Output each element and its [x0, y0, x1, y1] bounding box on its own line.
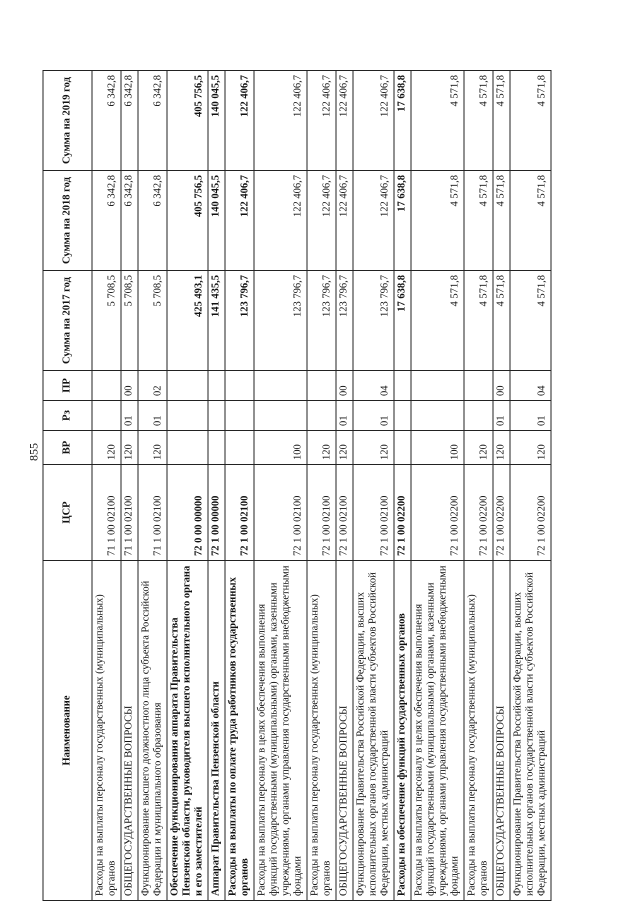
- header-vr: ВР: [43, 431, 92, 465]
- cell-vr: [167, 431, 208, 465]
- rotated-table-container: [43, 71, 598, 901]
- cell-name: Аппарат Правительства Пензенской области: [208, 561, 225, 901]
- cell-sum-2017: 123 796,7: [353, 271, 394, 371]
- table-header-row: [43, 71, 92, 901]
- cell-csr: 71 1 00 02100: [121, 465, 138, 561]
- cell-sum-2019: 122 406,7: [225, 71, 254, 171]
- cell-sum-2019: 140 045,5: [208, 71, 225, 171]
- cell-sum-2019: 6 342,8: [92, 71, 121, 171]
- cell-sum-2017: 123 796,7: [254, 271, 307, 371]
- table-row: [208, 71, 225, 901]
- cell-csr: 72 1 00 02200: [464, 465, 493, 561]
- cell-sum-2019: 4 571,8: [510, 71, 551, 171]
- cell-rz: [394, 401, 411, 431]
- cell-pr: [167, 371, 208, 401]
- cell-sum-2017: 123 796,7: [336, 271, 353, 371]
- table-row: [464, 71, 493, 901]
- cell-csr: 72 1 00 02200: [411, 465, 464, 561]
- cell-rz: 01: [121, 401, 138, 431]
- cell-pr: 04: [353, 371, 394, 401]
- cell-csr: 72 1 00 02100: [254, 465, 307, 561]
- cell-sum-2018: 122 406,7: [225, 171, 254, 271]
- cell-rz: 01: [510, 401, 551, 431]
- cell-csr: 72 1 00 02100: [336, 465, 353, 561]
- cell-rz: 01: [493, 401, 510, 431]
- table-row: [353, 71, 394, 901]
- cell-sum-2019: 122 406,7: [307, 71, 336, 171]
- cell-pr: [225, 371, 254, 401]
- cell-sum-2018: 6 342,8: [92, 171, 121, 271]
- header-name: Наименование: [43, 561, 92, 901]
- cell-name: Функционирование Правительства Российской Федерации, высших исполнительных органов государственной власти субъектов Российской Федерации, местных администраций: [353, 561, 394, 901]
- cell-sum-2018: 4 571,8: [411, 171, 464, 271]
- table-row: [225, 71, 254, 901]
- table-row: [121, 71, 138, 901]
- page-number: 855: [26, 443, 41, 461]
- cell-vr: 120: [493, 431, 510, 465]
- cell-name: Расходы на обеспечение функций государственных органов: [394, 561, 411, 901]
- cell-vr: 120: [121, 431, 138, 465]
- table-row: [411, 71, 464, 901]
- cell-sum-2017: 5 708,5: [138, 271, 167, 371]
- cell-sum-2017: 5 708,5: [121, 271, 138, 371]
- cell-vr: [225, 431, 254, 465]
- cell-sum-2018: 122 406,7: [353, 171, 394, 271]
- cell-csr: 72 1 00 02200: [394, 465, 411, 561]
- cell-sum-2018: 405 756,5: [167, 171, 208, 271]
- cell-sum-2018: 122 406,7: [307, 171, 336, 271]
- cell-vr: [208, 431, 225, 465]
- cell-rz: [464, 401, 493, 431]
- cell-pr: 00: [121, 371, 138, 401]
- cell-vr: 120: [353, 431, 394, 465]
- cell-rz: [92, 401, 121, 431]
- cell-rz: [225, 401, 254, 431]
- cell-csr: 72 1 00 02100: [353, 465, 394, 561]
- cell-sum-2017: 5 708,5: [92, 271, 121, 371]
- cell-pr: [254, 371, 307, 401]
- header-sum-2019: Сумма на 2019 год: [43, 71, 92, 171]
- cell-vr: 120: [464, 431, 493, 465]
- cell-sum-2017: 4 571,8: [411, 271, 464, 371]
- cell-vr: 100: [411, 431, 464, 465]
- cell-pr: 04: [510, 371, 551, 401]
- cell-pr: [208, 371, 225, 401]
- cell-vr: 100: [254, 431, 307, 465]
- header-sum-2017: Сумма на 2017 год: [43, 271, 92, 371]
- cell-pr: [464, 371, 493, 401]
- table-row: [510, 71, 551, 901]
- cell-sum-2017: 123 796,7: [225, 271, 254, 371]
- cell-name: Расходы на выплаты персоналу государственных (муниципальных) органов: [92, 561, 121, 901]
- cell-name: Обеспечение функционирования аппарата Правительства Пензенской области, руководителя высшего исполнительного органа и его заместителей: [167, 561, 208, 901]
- cell-sum-2018: 4 571,8: [510, 171, 551, 271]
- cell-sum-2019: 6 342,8: [121, 71, 138, 171]
- cell-name: Расходы на выплаты по оплате труда работников государственных органов: [225, 561, 254, 901]
- cell-name: Расходы на выплаты персоналу государственных (муниципальных) органов: [464, 561, 493, 901]
- table-row: [307, 71, 336, 901]
- cell-csr: 72 1 00 00000: [208, 465, 225, 561]
- cell-sum-2019: 405 756,5: [167, 71, 208, 171]
- cell-pr: [394, 371, 411, 401]
- cell-sum-2018: 6 342,8: [138, 171, 167, 271]
- table-row: [254, 71, 307, 901]
- cell-name: ОБЩЕГОСУДАРСТВЕННЫЕ ВОПРОСЫ: [336, 561, 353, 901]
- cell-sum-2018: 17 638,8: [394, 171, 411, 271]
- cell-rz: 01: [353, 401, 394, 431]
- cell-name: Функционирование высшего должностного лица субъекта Российской Федерации и муниципального образования: [138, 561, 167, 901]
- cell-sum-2017: 425 493,1: [167, 271, 208, 371]
- cell-sum-2019: 122 406,7: [336, 71, 353, 171]
- cell-rz: [411, 401, 464, 431]
- cell-sum-2019: 122 406,7: [254, 71, 307, 171]
- cell-vr: 120: [307, 431, 336, 465]
- cell-name: Расходы на выплаты персоналу государственных (муниципальных) органов: [307, 561, 336, 901]
- cell-name: ОБЩЕГОСУДАРСТВЕННЫЕ ВОПРОСЫ: [493, 561, 510, 901]
- cell-csr: 71 1 00 02100: [92, 465, 121, 561]
- cell-sum-2017: 123 796,7: [307, 271, 336, 371]
- cell-vr: 120: [138, 431, 167, 465]
- cell-sum-2019: 122 406,7: [353, 71, 394, 171]
- header-csr: ЦСР: [43, 465, 92, 561]
- cell-sum-2017: 141 435,5: [208, 271, 225, 371]
- cell-vr: 120: [92, 431, 121, 465]
- header-pr: ПР: [43, 371, 92, 401]
- cell-vr: [394, 431, 411, 465]
- cell-vr: 120: [336, 431, 353, 465]
- cell-sum-2017: 4 571,8: [493, 271, 510, 371]
- table-row: [394, 71, 411, 901]
- cell-name: Расходы на выплаты персоналу в целях обеспечения выполнения функций государственными (муниципальными) органами, казенными учреждениями, органами управления государственными внебюджетными фондами: [411, 561, 464, 901]
- cell-pr: 02: [138, 371, 167, 401]
- cell-pr: [411, 371, 464, 401]
- cell-pr: 00: [336, 371, 353, 401]
- cell-csr: 71 1 00 02100: [138, 465, 167, 561]
- header-rz: Рз: [43, 401, 92, 431]
- cell-sum-2018: 4 571,8: [493, 171, 510, 271]
- cell-sum-2017: 4 571,8: [510, 271, 551, 371]
- cell-sum-2017: 4 571,8: [464, 271, 493, 371]
- cell-rz: [307, 401, 336, 431]
- cell-csr: 72 1 00 02100: [225, 465, 254, 561]
- cell-rz: 01: [336, 401, 353, 431]
- cell-rz: 01: [138, 401, 167, 431]
- budget-table: [43, 70, 552, 901]
- cell-sum-2019: 6 342,8: [138, 71, 167, 171]
- cell-sum-2019: 4 571,8: [411, 71, 464, 171]
- cell-rz: [254, 401, 307, 431]
- cell-pr: 00: [493, 371, 510, 401]
- cell-csr: 72 1 00 02200: [493, 465, 510, 561]
- cell-pr: [307, 371, 336, 401]
- cell-csr: 72 0 00 00000: [167, 465, 208, 561]
- cell-sum-2019: 4 571,8: [493, 71, 510, 171]
- cell-sum-2018: 140 045,5: [208, 171, 225, 271]
- cell-name: Функционирование Правительства Российской Федерации, высших исполнительных органов государственной власти субъектов Российской Федерации, местных администраций: [510, 561, 551, 901]
- header-sum-2018: Сумма на 2018 год: [43, 171, 92, 271]
- cell-name: ОБЩЕГОСУДАРСТВЕННЫЕ ВОПРОСЫ: [121, 561, 138, 901]
- table-row: [167, 71, 208, 901]
- cell-vr: 120: [510, 431, 551, 465]
- table-row: [493, 71, 510, 901]
- cell-sum-2019: 17 638,8: [394, 71, 411, 171]
- cell-sum-2018: 122 406,7: [254, 171, 307, 271]
- cell-rz: [167, 401, 208, 431]
- table-row: [92, 71, 121, 901]
- cell-sum-2019: 4 571,8: [464, 71, 493, 171]
- cell-pr: [92, 371, 121, 401]
- table-row: [138, 71, 167, 901]
- cell-csr: 72 1 00 02100: [307, 465, 336, 561]
- cell-rz: [208, 401, 225, 431]
- cell-sum-2018: 6 342,8: [121, 171, 138, 271]
- cell-sum-2018: 4 571,8: [464, 171, 493, 271]
- table-row: [336, 71, 353, 901]
- cell-name: Расходы на выплаты персоналу в целях обеспечения выполнения функций государственными (муниципальными) органами, казенными учреждениями, органами управления государственными внебюджетными фондами: [254, 561, 307, 901]
- cell-sum-2018: 122 406,7: [336, 171, 353, 271]
- cell-sum-2017: 17 638,8: [394, 271, 411, 371]
- cell-csr: 72 1 00 02200: [510, 465, 551, 561]
